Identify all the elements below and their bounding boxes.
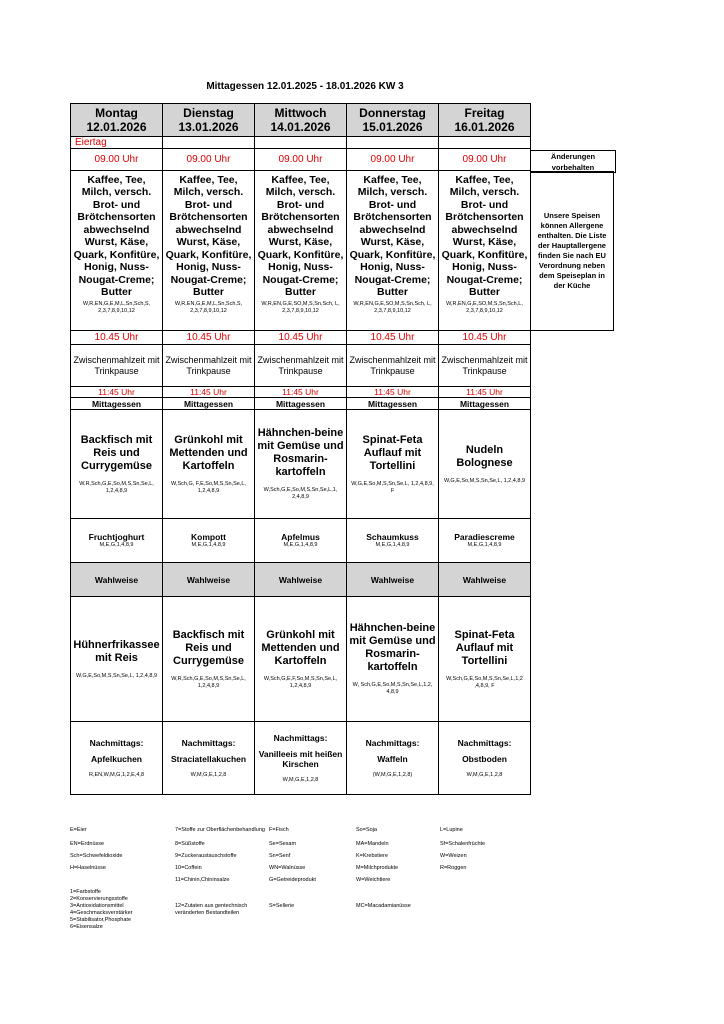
day-name: Donnerstag <box>359 106 426 120</box>
dessert-allergens: M,E,G,1,4,8,9 <box>99 542 134 548</box>
dessert-name: Kompott <box>191 532 226 542</box>
time-label: 11:45 Uhr <box>163 387 255 398</box>
time-label: 09.00 Uhr <box>439 149 531 171</box>
alt-dish: Hähnchen-beine mit Gemüse und Rosmarin-kartoffeln <box>349 622 436 673</box>
legend-entry: 6=Eisensalze <box>70 924 103 930</box>
choice-row <box>71 563 531 597</box>
legend-entry: W=Weichtiere <box>356 877 391 883</box>
dessert-row <box>71 519 531 563</box>
time1-row <box>71 149 531 171</box>
main-dish: Nudeln Bolognese <box>456 443 513 469</box>
breakfast-text: Kaffee, Tee, Milch, versch. Brot- und Brötchensorten abwechselnd Wurst, Käse, Quark, Konfitüre, Honig, Nuss-Nougat-Creme; Butter <box>441 173 528 298</box>
time-label: 09.00 Uhr <box>163 149 255 171</box>
day-name: Montag <box>95 106 138 120</box>
breakfast-cell <box>255 171 347 331</box>
lunch-label: Mittagessen <box>439 398 531 410</box>
alt-allergens: W,Sch,G,E,So,M,S,Sn,Se,L,1,2 ,4,8,9, F <box>446 675 523 689</box>
breakfast-text: Kaffee, Tee, Milch, versch. Brot- und Brötchensorten abwechselnd Wurst, Käse, Quark, Konfitüre, Honig, Nuss-Nougat-Creme; Butter <box>257 173 344 298</box>
alt-allergens: W,G,E,So,M,S,Sn,Se,L, 1,2,4,8,9 <box>75 672 157 679</box>
dessert-cell <box>347 519 439 563</box>
afternoon-allergens: R,EN,W,M,G,1,2,E,4,8 <box>88 771 145 778</box>
day-date: 13.01.2026 <box>178 120 239 134</box>
day-header <box>163 104 255 137</box>
breakfast-cell <box>71 171 163 331</box>
dessert-cell <box>71 519 163 563</box>
afternoon-label: Nachmittags: <box>181 737 236 748</box>
dessert-allergens: M,E,G,1,4,8,9 <box>191 542 226 548</box>
alt-allergens: W, Sch,G,E,So,M,S,Sn,Se,L,1,2, 4,8,9 <box>352 682 433 695</box>
lunch-label: Mittagessen <box>255 398 347 410</box>
legend-entry: Sn=Senf <box>269 853 291 859</box>
legend-entry: 9=Zuckeraustauschstoffe <box>175 853 237 859</box>
breakfast-text: Kaffee, Tee, Milch, versch. Brot- und Brötchensorten abwechselnd Wurst, Käse, Quark, Konfitüre, Honig, Nuss-Nougat-Creme; Butter <box>165 173 252 298</box>
legend-entry: WN=Walnüsse <box>269 865 306 871</box>
legend-entry: 11=Chinin,Chininsalze <box>175 877 230 883</box>
time-label: 09.00 Uhr <box>347 149 439 171</box>
lunch-label-row <box>71 398 531 410</box>
main-row <box>71 410 531 519</box>
time2-row <box>71 331 531 345</box>
day-date: 12.01.2026 <box>86 120 147 134</box>
alt-allergens: W,Sch,G,E,F,So,M,S,Sn,Se,L, 1,2,4,8,9 <box>263 675 338 689</box>
main-dish: Hähnchen-beine mit Gemüse und Rosmarin-kartoffeln <box>257 427 344 478</box>
day-name: Dienstag <box>183 106 234 120</box>
afternoon-label: Nachmittags: <box>365 737 420 748</box>
alt-dish: Grünkohl mit Mettenden und Kartoffeln <box>261 628 340 667</box>
main-dish: Grünkohl mit Mettenden und Kartoffeln <box>169 433 248 472</box>
choice-label: Wahlweise <box>255 563 347 597</box>
legend-entry: K=Krebstiere <box>356 853 388 859</box>
afternoon-name: Obstboden <box>462 753 507 764</box>
breakfast-row <box>71 171 531 331</box>
breakfast-text: Kaffee, Tee, Milch, versch. Brot- und Brötchensorten abwechselnd Wurst, Käse, Quark, Konfitüre, Honig, Nuss-Nougat-Creme; Butter <box>349 173 436 298</box>
alt-dish-cell <box>439 597 531 722</box>
time-label: 11:45 Uhr <box>71 387 163 398</box>
choice-label: Wahlweise <box>439 563 531 597</box>
afternoon-allergens: (W,M,G,E,1,2,8) <box>372 771 413 778</box>
dessert-allergens: M,E,G,1,4,8,9 <box>467 542 502 548</box>
dessert-name: Apfelmus <box>281 532 320 542</box>
main-dish-cell <box>347 410 439 519</box>
main-dish: Spinat-Feta Auflauf mit Tortellini <box>362 433 423 472</box>
afternoon-label: Nachmittags: <box>89 737 144 748</box>
day-header <box>347 104 439 137</box>
legend-entry: MA=Mandeln <box>356 841 389 847</box>
main-dish-cell <box>71 410 163 519</box>
main-allergens: W,Sch,G,E,So,M,S,Sn,Se,L,1, 2,4,8,9 <box>263 487 338 500</box>
breakfast-text: Kaffee, Tee, Milch, versch. Brot- und Brötchensorten abwechselnd Wurst, Käse, Quark, Konfitüre, Honig, Nuss-Nougat-Creme; Butter <box>73 173 160 298</box>
legend-entry: S=Sellerie <box>269 903 295 909</box>
time-label: 10.45 Uhr <box>163 331 255 345</box>
legend-entry: R=Roggen <box>440 865 467 871</box>
time-label: 11:45 Uhr <box>347 387 439 398</box>
legend-entry: So=Soja <box>356 827 377 833</box>
legend-entry: Sf=Schalenfrüchte <box>440 841 486 847</box>
choice-label: Wahlweise <box>71 563 163 597</box>
snack-cell: Zwischenmahlzeit mit Trinkpause <box>347 345 439 387</box>
legend-entry: 8=Süßstoffe <box>175 841 205 847</box>
legend-entry: 7=Stoffe zur Oberflächenbehandlung <box>175 827 265 833</box>
legend-entry: MC=Macadamianüsse <box>356 903 411 909</box>
day-header <box>439 104 531 137</box>
dessert-allergens: M,E,G,1,4,8,9 <box>375 542 410 548</box>
day-note <box>347 137 439 149</box>
dessert-cell <box>163 519 255 563</box>
main-allergens: W,R,Sch,G,E,So,M,S,Sn,Se,L, 1,2,4,8,9 <box>79 480 154 494</box>
lunch-label: Mittagessen <box>163 398 255 410</box>
legend-entry: 3=Antioxidationsmittel <box>70 903 124 909</box>
legend-entry: 5=Stabilisator,Phosphate <box>70 917 132 923</box>
dessert-name: Schaumkuss <box>366 532 419 542</box>
main-dish-cell <box>163 410 255 519</box>
afternoon-label: Nachmittags: <box>273 732 328 743</box>
time-label: 11:45 Uhr <box>439 387 531 398</box>
time-label: 09.00 Uhr <box>255 149 347 171</box>
legend-entry: L=Lupine <box>440 827 463 833</box>
alt-allergens: W,R,Sch,G,E,So,M,S,Sn,Se,L, 1,2,4,8,9 <box>171 675 246 689</box>
legend-entry: Se=Sesam <box>269 841 297 847</box>
changes-note: Änderungen vorbehalten <box>530 150 616 173</box>
breakfast-allergens: W,R,EN,G,E,SO,M,S,Sn,Sch, L, 2,3,7,8,9,10,12 <box>261 301 340 314</box>
lunch-label: Mittagessen <box>347 398 439 410</box>
choice-label: Wahlweise <box>163 563 255 597</box>
time-label: 10.45 Uhr <box>71 331 163 345</box>
snack-cell: Zwischenmahlzeit mit Trinkpause <box>439 345 531 387</box>
day-note: Eiertag <box>71 137 163 149</box>
alt-dish-cell <box>71 597 163 722</box>
afternoon-allergens: W,M,G,E,1,2,8 <box>190 771 227 778</box>
breakfast-cell <box>347 171 439 331</box>
main-dish-cell <box>255 410 347 519</box>
legend-entry: M=Milchprodukte <box>356 865 399 871</box>
breakfast-allergens: W,R,EN,G,E,M,L,Sn,Sch,S, 2,3,7,8,9,10,12 <box>174 301 243 314</box>
time-label: 10.45 Uhr <box>439 331 531 345</box>
allergen-note: Unsere Speisen können Allergene enthalten. Die Liste der Hauptallergene finden Sie nach EU Verordnung neben dem Speiseplan in der Küche <box>530 171 614 331</box>
breakfast-allergens: W,R,EN,G,E,SO,M,S,Sn,Sch, L, 2,3,7,8,9,10,12 <box>353 301 432 314</box>
alt-dish: Backfisch mit Reis und Currygemüse <box>172 628 245 667</box>
legend-entry: EN=Erdnüsse <box>70 841 105 847</box>
snack-cell: Zwischenmahlzeit mit Trinkpause <box>163 345 255 387</box>
afternoon-cell <box>71 722 163 795</box>
legend-entry: Sch=Schwefeldioxide <box>70 853 123 859</box>
day-date: 16.01.2026 <box>454 120 515 134</box>
note-row <box>71 137 531 149</box>
day-note <box>255 137 347 149</box>
legend-entry: 4=Geschmacksverstärker <box>70 910 133 916</box>
alt-dish: Spinat-Feta Auflauf mit Tortellini <box>454 628 515 667</box>
legend-entry: H=Haselnüsse <box>70 865 106 871</box>
afternoon-allergens: W,M,G,E,1,2,8 <box>282 776 319 783</box>
afternoon-cell <box>163 722 255 795</box>
main-allergens: W,G,E,So,M,S,Sn,Se,L, 1,2,4,8,9, F <box>351 480 434 494</box>
alt-dish-cell <box>347 597 439 722</box>
dessert-allergens: M,E,G,1,4,8,9 <box>283 542 318 548</box>
page-title: Mittagessen 12.01.2025 - 18.01.2026 KW 3 <box>206 81 404 92</box>
alt-row <box>71 597 531 722</box>
snack-cell: Zwischenmahlzeit mit Trinkpause <box>71 345 163 387</box>
afternoon-cell <box>439 722 531 795</box>
legend-entry: 12=Zutaten aus gentechnisch veränderten Bestandteilen <box>175 903 248 916</box>
alt-dish-cell <box>255 597 347 722</box>
afternoon-name: Waffeln <box>377 753 408 764</box>
afternoon-allergens: W,M,G,E,1,2,8 <box>466 771 503 778</box>
lunch-label: Mittagessen <box>71 398 163 410</box>
main-dish-cell <box>439 410 531 519</box>
meal-plan-table <box>70 103 531 795</box>
day-header <box>71 104 163 137</box>
legend-entry: G=Getreideprodukt <box>269 877 316 883</box>
afternoon-name: Apfelkuchen <box>90 753 142 764</box>
afternoon-name: Straciatellakuchen <box>170 753 247 764</box>
main-allergens: W,G,E,So,M,S,Sn,Se,L, 1,2,4,8,9 <box>443 477 525 484</box>
legend-entry: 2=Konservierungsstoffe <box>70 896 128 902</box>
afternoon-cell <box>347 722 439 795</box>
time-label: 09.00 Uhr <box>71 149 163 171</box>
day-name: Mittwoch <box>274 106 327 120</box>
snack-row <box>71 345 531 387</box>
day-note <box>439 137 531 149</box>
afternoon-name: Vanilleeis mit heißen Kirschen <box>258 748 343 769</box>
alt-dish: Hühnerfrikassee mit Reis <box>73 638 160 664</box>
day-note <box>163 137 255 149</box>
breakfast-cell <box>439 171 531 331</box>
legend-entry: W=Weizen <box>440 853 467 859</box>
dessert-name: Paradiescreme <box>454 532 515 542</box>
dessert-name: Fruchtjoghurt <box>88 532 145 542</box>
legend-entry: 10=Coffein <box>175 865 202 871</box>
breakfast-cell <box>163 171 255 331</box>
breakfast-allergens: W,R,EN,G,E,SO,M,S,Sn,Sch,L, 2,3,7,8,9,10,12 <box>446 301 523 314</box>
afternoon-cell <box>255 722 347 795</box>
legend-entry: F=Fisch <box>269 827 289 833</box>
breakfast-allergens: W,R,EN,G,E,M,L,Sn,Sch,S, 2,3,7,8,9,10,12 <box>82 301 151 314</box>
choice-label: Wahlweise <box>347 563 439 597</box>
legend-entry: 1=Farbstoffe <box>70 889 101 895</box>
day-date: 14.01.2026 <box>270 120 331 134</box>
time-label: 10.45 Uhr <box>255 331 347 345</box>
afternoon-row <box>71 722 531 795</box>
day-header <box>255 104 347 137</box>
dessert-cell <box>439 519 531 563</box>
afternoon-label: Nachmittags: <box>457 737 512 748</box>
dessert-cell <box>255 519 347 563</box>
alt-dish-cell <box>163 597 255 722</box>
main-allergens: W,Sch,G, F,E,So,M,S,Sn,Se,L, 1,2,4,8,9 <box>171 480 246 494</box>
snack-cell: Zwischenmahlzeit mit Trinkpause <box>255 345 347 387</box>
day-header-row <box>71 104 531 137</box>
main-dish: Backfisch mit Reis und Currygemüse <box>80 433 153 472</box>
day-name: Freitag <box>464 106 505 120</box>
time3-row <box>71 387 531 398</box>
time-label: 11:45 Uhr <box>255 387 347 398</box>
day-date: 15.01.2026 <box>362 120 423 134</box>
legend-entry: E=Eier <box>70 827 87 833</box>
time-label: 10.45 Uhr <box>347 331 439 345</box>
